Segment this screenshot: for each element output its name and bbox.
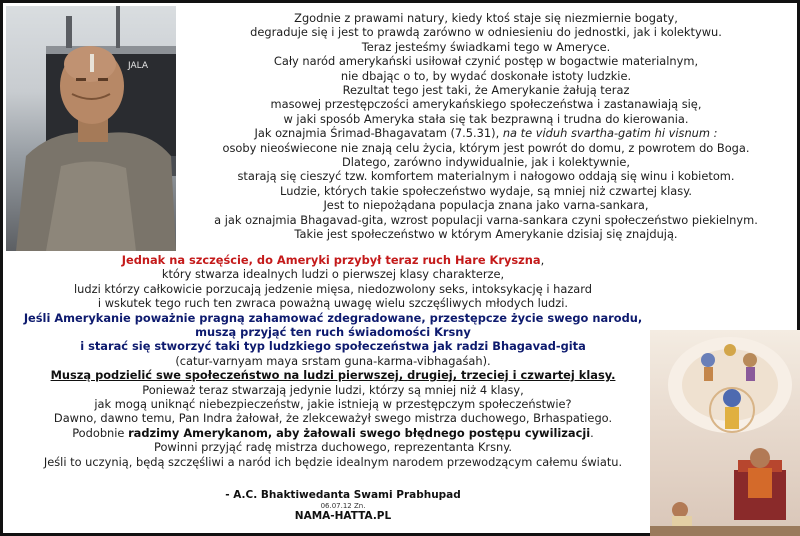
paragraph-line: jak mogą uniknąć niebezpieczeństw, jakie istnieją w przestępczym społeczeństwie? [94, 397, 572, 412]
portrait-illustration [6, 6, 176, 251]
site-link[interactable]: NAMA-HATTA.PL [294, 510, 392, 522]
lower-text-block [3, 253, 663, 469]
paragraph-line: starają się cieszyć tzw. komfortem materialnym i nałogowo oddają się winu i kobietom. [237, 169, 735, 184]
paragraph-line: a jak oznajmia Bhagavad-gita, wzrost populacji varna-sankara czyni społeczeństwo piekielnym. [214, 212, 758, 227]
navy-line: Jeśli Amerykanie poważnie pragną zahamować zdegradowane, przestępcze życie swego narodu, [23, 310, 643, 325]
paragraph-line: Dlatego, zarówno indywidualnie, jak i kolektywnie, [342, 155, 630, 170]
paragraph-line: osoby nieoświecone nie znają celu życia, którym jest powrót do domu, z powrotem do Boga. [222, 140, 750, 155]
paragraph-line: Dawno, dawno temu, Pan Indra żałował, że zlekceważył swego mistrza duchowego, Brhaspatiego. [53, 411, 613, 426]
paragraph-line: w jaki sposób Ameryka stała się tak bezprawną i trudna do kierowania. [283, 111, 689, 126]
illustration-art [650, 330, 800, 536]
quote-line [176, 126, 796, 140]
date-stamp: 06.07.12 Zn. [320, 502, 366, 510]
paragraph-line: Powinni przyjąć radę mistrza duchowego, reprezentanta Krsny. [153, 440, 512, 455]
quote-prefix: Jak oznajmia Śrimad-Bhagavatam (7.5.31), [254, 126, 503, 141]
paragraph-line: Cały naród amerykański usiłował czynić postęp w bogactwie materialnym, [273, 54, 699, 69]
red-heading: Jednak na szczęście, do Ameryki przybył teraz ruch Hare Kryszna [121, 253, 541, 267]
paragraph-line: nie dbając o to, by wydać doskonałe istoty ludzkie. [340, 68, 632, 83]
advice-prefix: Podobnie [72, 425, 129, 440]
red-heading-tail: , [540, 253, 545, 267]
paragraph-line: Takie jest społeczeństwo w którym Amerykanie dzisiaj się znajdują. [294, 227, 678, 242]
paragraph-line: ludzi którzy całkowicie porzucają jedzenie mięsa, niedozwolony seks, intoksykację i hazard [74, 281, 592, 296]
portrait-photo [6, 6, 176, 251]
paragraph-line: masowej przestępczości amerykańskiego społeczeństwa i zastanawiają się, [270, 97, 702, 112]
paragraph-line: Jest to niepożądana populacja znana jako varna-sankara, [323, 198, 649, 213]
advice-line [3, 426, 663, 440]
paragraph-line: który stwarza idealnych ludzi o pierwszej klasy charakterze, [161, 267, 505, 282]
navy-line: muszą przyjąć ten ruch świadomości Krsny [195, 325, 471, 340]
paragraph-line: Rezultat tego jest taki, że Amerykanie żałują teraz [342, 83, 630, 98]
paragraph-line: Teraz jesteśmy świadkami tego w Ameryce. [361, 39, 611, 54]
upper-text-block [176, 11, 796, 242]
paragraph-line: Zgodnie z prawami natury, kiedy ktoś staje się niezmiernie bogaty, [294, 11, 678, 25]
quote-verse: na te viduh svartha-gatim hi visnum : [502, 126, 718, 141]
paragraph-line: Ponieważ teraz stwarzają jedynie ludzi, którzy są mniej niż 4 klasy, [142, 382, 524, 397]
paragraph-line: Jeśli to uczynią, będą szczęśliwi a naród ich będzie idealnym narodem przewodzącym całemu światu. [43, 454, 623, 469]
red-heading-line [3, 253, 663, 267]
advice-suffix: . [590, 425, 594, 440]
sanskrit-line: (catur-varnyam maya srstam guna-karma-vibhagaśah). [175, 353, 491, 368]
advice-bold: radzimy Amerykanom, aby żałowali swego błędnego postępu cywilizacji [128, 425, 591, 440]
ship-lettering: JALA [128, 61, 149, 71]
paragraph-line: i wskutek tego ruch ten zwraca poważną uwagę wielu szczęśliwych młodych ludzi. [97, 296, 569, 311]
underlined-line: Muszą podzielić swe społeczeństwo na ludzi pierwszej, drugiej, trzeciej i czwartej klasy. [50, 368, 616, 383]
author-signature: - A.C. Bhaktiwedanta Swami Prabhupad [225, 489, 461, 501]
devotional-illustration [650, 330, 800, 536]
navy-line: i starać się stworzyć taki typ ludzkiego społeczeństwa jak radzi Bhagavad-gita [80, 339, 586, 354]
paragraph-line: degraduje się i jest to prawdą zarówno w odniesieniu do jednostki, jak i kolektywu. [250, 25, 722, 40]
paragraph-line: Ludzie, których takie społeczeństwo wydaje, są mniej niż czwartej klasy. [280, 183, 692, 198]
